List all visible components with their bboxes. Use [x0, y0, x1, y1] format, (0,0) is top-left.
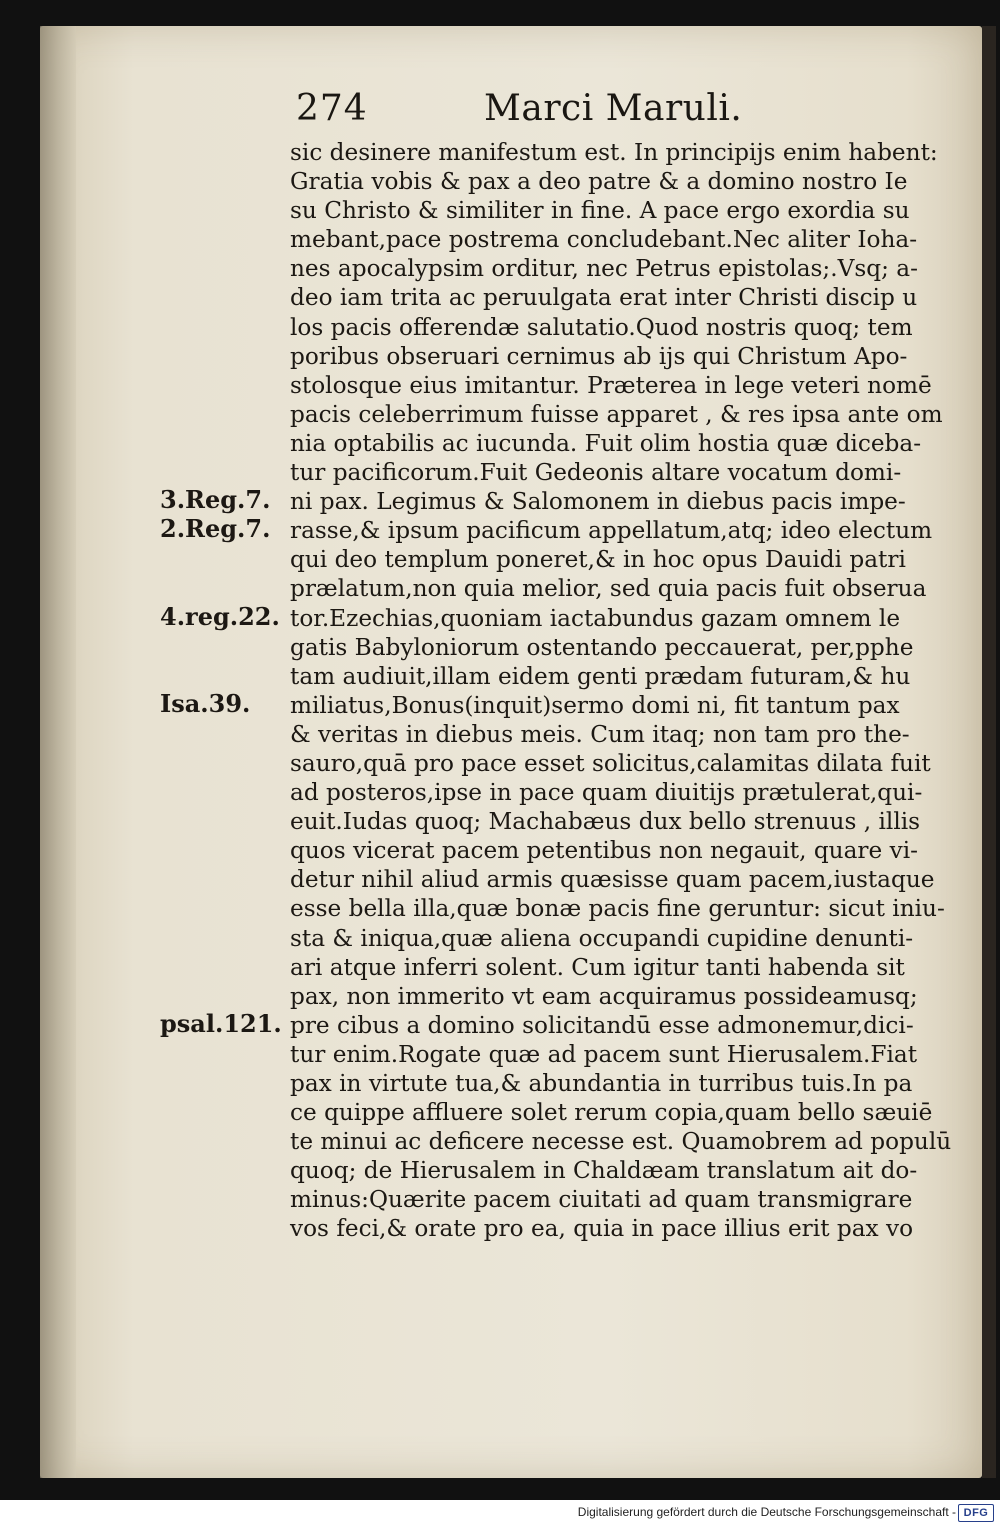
page-number: 274: [296, 88, 368, 129]
text-line: su Christo & similiter in fine. A pace ergo exordia su: [290, 197, 910, 225]
dfg-logo-icon: DFG: [958, 1504, 994, 1522]
text-line: detur nihil aliud armis quæsisse quam pacem,iustaque: [290, 866, 935, 894]
text-line: nes apocalypsim orditur, nec Petrus epistolas;.Vsq; a-: [290, 255, 918, 283]
body-text: [290, 138, 952, 1244]
page-header: [296, 88, 936, 136]
footer-credit: Digitalisierung gefördert durch die Deutsche Forschungsgemeinschaft -: [577, 1505, 956, 1519]
text-line: te minui ac deficere necesse est. Quamobrem ad populū: [290, 1128, 952, 1156]
text-line: tam audiuit,illam eidem genti prædam futuram,& hu: [290, 662, 911, 690]
text-line: deo iam trita ac peruulgata erat inter Christi discip u: [290, 284, 918, 312]
text-line: esse bella illa,quæ bonæ pacis fine geruntur: sicut iniu-: [290, 895, 945, 923]
text-line: ni pax. Legimus & Salomonem in diebus pacis impe-: [290, 488, 906, 516]
text-line: tur pacificorum.Fuit Gedeonis altare vocatum domi-: [290, 459, 902, 487]
marginal-note: 3.Reg.7.: [160, 485, 271, 515]
footer-bar: [0, 1500, 1000, 1524]
text-line: rasse,& ipsum pacificum appellatum,atq; ideo electum: [290, 517, 933, 545]
text-line: quos vicerat pacem petentibus non negauit, quare vi-: [290, 837, 918, 865]
text-line: sta & iniqua,quæ aliena occupandi cupidine denunti-: [290, 924, 914, 952]
text-line: ce quippe affluere solet rerum copia,quam bello sæuiē: [290, 1099, 933, 1127]
text-line: pre cibus a domino solicitandū esse admonemur,dici-: [290, 1011, 914, 1039]
text-line: sauro,quā pro pace esset solicitus,calamitas dilata fuit: [290, 749, 931, 777]
text-line: gatis Babyloniorum ostentando peccauerat, per,pphe: [290, 633, 914, 661]
text-line: tor.Ezechias,quoniam iactabundus gazam omnem le: [290, 604, 901, 632]
text-line: minus:Quærite pacem ciuitati ad quam transmigrare: [290, 1186, 913, 1214]
marginal-note: psal.121.: [160, 1009, 282, 1038]
page-edge: [982, 26, 996, 1478]
marginal-note: 4.reg.22.: [160, 601, 280, 631]
text-line: & veritas in diebus meis. Cum itaq; non tam pro the-: [290, 720, 910, 748]
text-line: pax in virtute tua,& abundantia in turribus tuis.In pa: [290, 1070, 913, 1097]
text-line: stolosque eius imitantur. Præterea in lege veteri nomē: [290, 371, 932, 399]
text-line: miliatus,Bonus(inquit)sermo domi ni, fit tantum pax: [290, 691, 900, 719]
marginal-note: Isa.39.: [160, 688, 251, 718]
text-line: prælatum,non quia melior, sed quia pacis fuit obserua: [290, 575, 927, 603]
marginal-note: 2.Reg.7.: [160, 514, 271, 544]
text-line: ari atque inferri solent. Cum igitur tanti habenda sit: [290, 953, 905, 981]
text-line: Gratia vobis & pax a deo patre & a domino nostro Ie: [290, 168, 908, 196]
text-line: ad posteros,ipse in pace quam diuitijs prætulerat,qui-: [290, 779, 923, 807]
page-gutter: [40, 26, 76, 1478]
text-line: los pacis offerendæ salutatio.Quod nostris quoq; tem: [290, 313, 913, 341]
text-line: vos feci,& orate pro ea, quia in pace illius erit pax vo: [290, 1215, 914, 1243]
text-line: nia optabilis ac iucunda. Fuit olim hostia quæ diceba-: [290, 429, 922, 457]
text-line: mebant,pace postrema concludebant.Nec aliter Ioha-: [290, 226, 918, 254]
text-line: pax, non immerito vt eam acquiramus possideamusq;: [290, 982, 918, 1010]
text-line: euit.Iudas quoq; Machabæus dux bello strenuus , illis: [290, 808, 921, 836]
text-line: tur enim.Rogate quæ ad pacem sunt Hierusalem.Fiat: [290, 1040, 918, 1068]
text-line: quoq; de Hierusalem in Chaldæam translatum ait do-: [290, 1157, 918, 1185]
text-line: sic desinere manifestum est. In principijs enim habent:: [290, 139, 938, 166]
text-line: qui deo templum poneret,& in hoc opus Dauidi patri: [290, 546, 906, 574]
text-line: poribus obseruari cernimus ab ijs qui Christum Apo-: [290, 342, 908, 370]
running-title: Marci Maruli.: [484, 88, 743, 129]
text-line: pacis celeberrimum fuisse apparet , & res ipsa ante om: [290, 400, 943, 428]
